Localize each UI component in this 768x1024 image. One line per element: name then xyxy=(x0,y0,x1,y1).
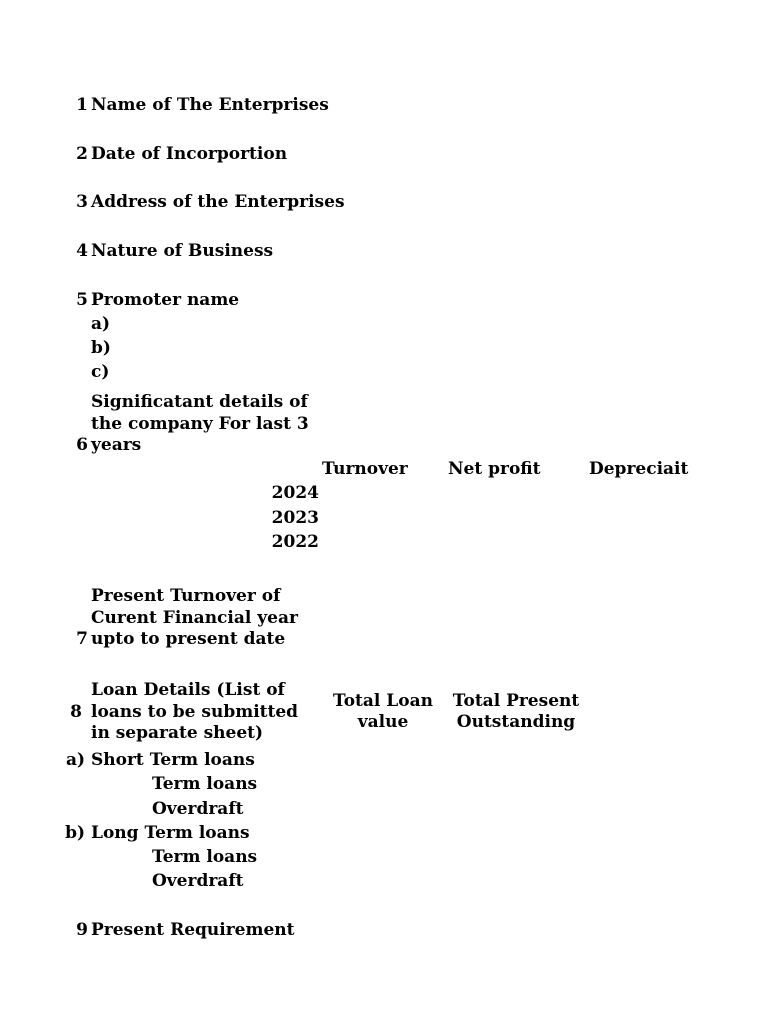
item-7-label-line-1: Present Turnover of xyxy=(91,586,281,606)
col-header-depreciation: Depreciait xyxy=(589,459,689,479)
col-header-outstanding-line-1: Total Present xyxy=(452,691,580,711)
col-header-turnover: Turnover xyxy=(322,459,408,479)
col-header-outstanding-line-2: Outstanding xyxy=(456,712,576,732)
item-4-label: Nature of Business xyxy=(91,241,274,261)
item-7-label-line-3: upto to present date xyxy=(91,629,286,649)
promoter-a-marker: a) xyxy=(91,314,111,334)
item-6-label-line-2: the company For last 3 xyxy=(91,414,309,434)
promoter-b-marker: b) xyxy=(91,338,111,358)
loan-group-b-label: Long Term loans xyxy=(91,823,250,843)
col-header-net-profit: Net profit xyxy=(448,459,541,479)
item-8-label-line-3: in separate sheet) xyxy=(91,723,264,743)
loan-group-a-term-loans: Term loans xyxy=(152,774,258,794)
item-8-number: 8 xyxy=(70,702,82,722)
item-1-number: 1 xyxy=(76,95,88,115)
item-2-number: 2 xyxy=(76,144,88,164)
item-2-label: Date of Incorportion xyxy=(91,144,288,164)
item-7-label-line-2: Curent Financial year xyxy=(91,608,298,628)
loan-group-a-label: Short Term loans xyxy=(91,750,255,770)
promoter-c-marker: c) xyxy=(91,362,110,382)
item-5-label: Promoter name xyxy=(91,290,240,310)
item-3-number: 3 xyxy=(76,192,88,212)
col-header-total-loan-line-1: Total Loan xyxy=(333,691,433,711)
year-2023: 2023 xyxy=(271,508,319,528)
loan-group-a-marker: a) xyxy=(65,750,85,770)
loan-group-a-overdraft: Overdraft xyxy=(152,799,244,819)
loan-group-b-term-loans: Term loans xyxy=(152,847,258,867)
item-5-number: 5 xyxy=(76,290,88,310)
item-4-number: 4 xyxy=(76,241,88,261)
item-7-number: 7 xyxy=(76,629,88,649)
item-6-number: 6 xyxy=(76,435,88,455)
item-9-label: Present Requirement xyxy=(91,920,295,940)
item-9-number: 9 xyxy=(76,920,88,940)
col-header-total-loan-line-2: value xyxy=(357,712,409,732)
item-3-label: Address of the Enterprises xyxy=(91,192,345,212)
item-8-label-line-1: Loan Details (List of xyxy=(91,680,285,700)
item-6-label-line-1: Significatant details of xyxy=(91,392,308,412)
item-8-label-line-2: loans to be submitted xyxy=(91,702,299,722)
loan-group-b-marker: b) xyxy=(65,823,85,843)
item-1-label: Name of The Enterprises xyxy=(91,95,329,115)
year-2024: 2024 xyxy=(271,483,319,503)
item-6-label-line-3: years xyxy=(91,435,142,455)
loan-group-b-overdraft: Overdraft xyxy=(152,871,244,891)
year-2022: 2022 xyxy=(271,532,319,552)
